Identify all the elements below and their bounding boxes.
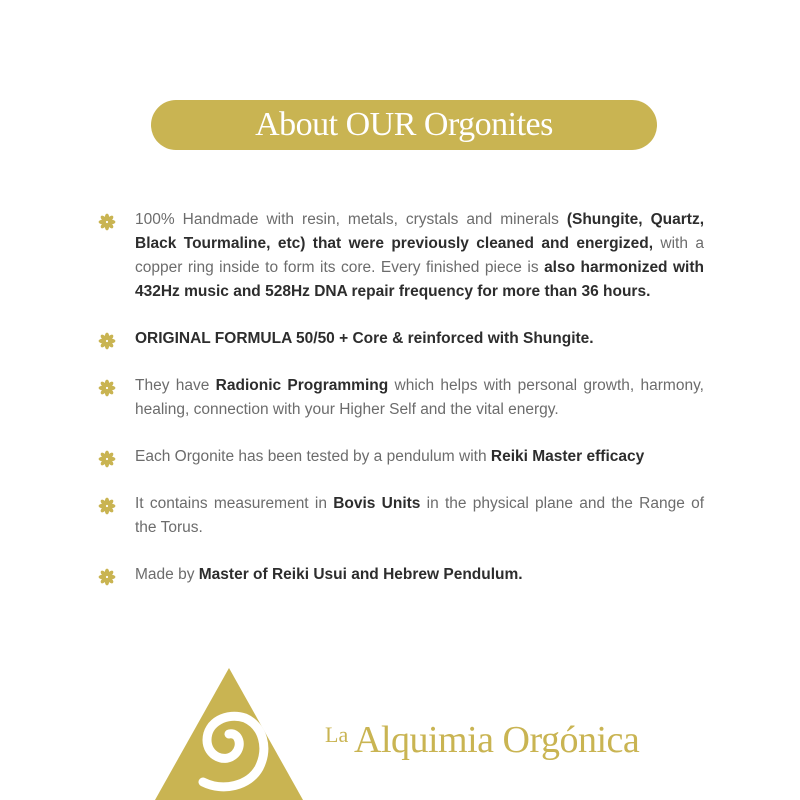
feature-bold-text: ORIGINAL FORMULA 50/50 + Core & reinforced with Shungite. <box>135 330 594 347</box>
feature-text: They have <box>135 377 216 394</box>
feature-item <box>98 445 704 469</box>
page-title: About OUR Orgonites <box>255 106 553 143</box>
gold-flower-icon <box>98 379 116 397</box>
triangle-spiral-logo-icon <box>155 668 303 800</box>
feature-text: It contains measurement in <box>135 495 334 512</box>
feature-text: with a copper ring inside to form its core. Every finished piece is <box>135 235 704 276</box>
feature-item <box>98 563 704 587</box>
feature-text: which helps with personal growth, harmony, healing, connection with your Higher Self and the vital energy. <box>135 377 704 418</box>
gold-flower-icon <box>98 568 116 586</box>
gold-flower-icon <box>98 332 116 350</box>
feature-bold-text: Bovis Units <box>333 495 421 512</box>
feature-text: Each Orgonite has been tested by a pendulum with <box>135 448 491 465</box>
feature-bold-text: (Shungite, Quartz, Black Tourmaline, etc) that were previously cleaned and energized, <box>135 211 705 252</box>
brand-name: Alquimia Orgónica <box>354 719 640 761</box>
brand-prefix: La <box>325 722 349 747</box>
feature-bold-text: Radionic Programming <box>215 377 389 394</box>
feature-bold-text: also harmonized with 432Hz music and 528Hz DNA repair frequency for more than 36 hours. <box>135 259 704 300</box>
gold-flower-icon <box>98 497 116 515</box>
title-banner <box>151 100 657 150</box>
gold-flower-icon <box>98 213 116 231</box>
feature-item <box>98 327 704 351</box>
gold-flower-icon <box>98 450 116 468</box>
feature-item <box>98 374 704 422</box>
feature-item <box>98 492 704 540</box>
feature-list <box>98 208 704 610</box>
feature-bold-text: Master of Reiki Usui and Hebrew Pendulum. <box>198 566 523 583</box>
feature-text: in the physical plane and the Range of the Torus. <box>135 495 705 536</box>
feature-text: Made by <box>135 566 199 583</box>
feature-text: 100% Handmade with resin, metals, crystals and minerals <box>135 211 567 228</box>
feature-bold-text: Reiki Master efficacy <box>490 448 645 465</box>
feature-item <box>98 208 704 304</box>
